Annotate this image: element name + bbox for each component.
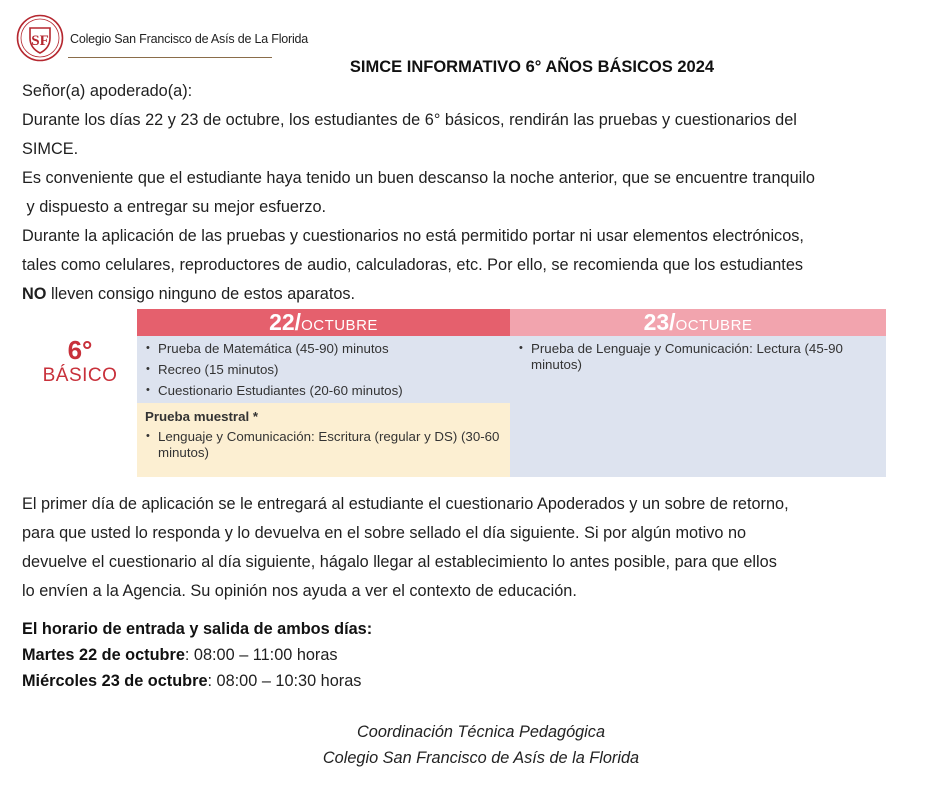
list-item: • Prueba de Lenguaje y Comunicación: Lectura (45-90 minutos): [518, 341, 878, 372]
day-1-header: [137, 309, 510, 336]
grade-label: [40, 335, 120, 387]
grade-number: 6°: [67, 335, 93, 365]
hours-day-2-time: : 08:00 – 10:30 horas: [207, 672, 362, 690]
hours-day-1-time: : 08:00 – 11:00 horas: [184, 646, 338, 664]
day-2-date: 23/: [643, 309, 676, 335]
no-emphasis: NO: [22, 285, 47, 303]
greeting: Señor(a) apoderado(a):: [22, 82, 193, 100]
hours-heading: El horario de entrada y salida de ambos días:: [22, 620, 373, 638]
day-1-date: 22/: [269, 309, 302, 335]
outro-line-2: para que usted lo responda y lo devuelva en el sobre sellado el día siguiente. Si por algún motivo no: [22, 524, 747, 542]
day-2-column: [510, 309, 886, 477]
sample-test-panel: [137, 403, 510, 477]
day-2-month: OCTUBRE: [675, 317, 753, 334]
signature-line-2: Colegio San Francisco de Asís de la Florida: [322, 749, 640, 767]
day-2-header: [510, 309, 886, 336]
day-2-activities: [510, 336, 886, 477]
outro-line-3: devuelve el cuestionario al día siguiente, hágalo llegar al establecimiento lo antes posible, para que ellos: [22, 553, 777, 571]
signature: [0, 719, 940, 771]
hours-day-1-label: Martes 22 de octubre: [22, 646, 185, 664]
outro-line-4: lo envíen a la Agencia. Su opinión nos ayuda a ver el contexto de educación.: [22, 582, 577, 600]
day-1-activities: [137, 336, 510, 403]
svg-text:SF: SF: [31, 33, 49, 49]
hours-section: [22, 616, 372, 694]
intro-paragraph-1-line-2: SIMCE.: [22, 140, 79, 158]
list-item: • Recreo (15 minutos): [145, 362, 502, 378]
intro-paragraph-3-line-3-text: lleven consigo ninguno de estos aparatos.: [46, 285, 356, 303]
list-item: • Cuestionario Estudiantes (20-60 minutos): [145, 383, 502, 399]
day-1-month: OCTUBRE: [301, 317, 378, 334]
intro-section: [22, 77, 912, 309]
intro-paragraph-3-line-2: tales como celulares, reproductores de audio, calculadoras, etc. Por ello, se recomienda que los estudiantes: [22, 256, 804, 274]
intro-paragraph-2-line-2: y dispuesto a entregar su mejor esfuerzo.: [22, 198, 327, 216]
intro-paragraph-1-line-1: Durante los días 22 y 23 de octubre, los estudiantes de 6° básicos, rendirán las pruebas y cuestionarios del: [22, 111, 797, 129]
intro-paragraph-3-line-1: Durante la aplicación de las pruebas y cuestionarios no está permitido portar ni usar elementos electrónicos,: [22, 227, 804, 245]
page-title: SIMCE INFORMATIVO 6° AÑOS BÁSICOS 2024: [349, 58, 715, 76]
hours-day-2-label: Miércoles 23 de octubre: [22, 672, 208, 690]
outro-section: [22, 490, 912, 606]
list-item: • Prueba de Matemática (45-90) minutos: [145, 341, 502, 357]
intro-paragraph-2-line-1: Es conveniente que el estudiante haya tenido un buen descanso la noche anterior, que se encuentre tranquilo: [22, 169, 815, 187]
outro-line-1: El primer día de aplicación se le entregará al estudiante el cuestionario Apoderados y un sobre de retorno,: [22, 495, 789, 513]
signature-line-1: Coordinación Técnica Pedagógica: [357, 723, 605, 741]
school-crest-icon: [16, 14, 64, 62]
grade-level: BÁSICO: [42, 365, 118, 386]
school-header: [16, 14, 309, 62]
sample-test-title: Prueba muestral *: [145, 409, 259, 424]
hours-day-1: [22, 642, 372, 668]
hours-day-2: [22, 668, 372, 694]
intro-paragraph-3-line-3: [22, 280, 912, 309]
day-1-column: [137, 309, 510, 477]
school-name: Colegio San Francisco de Asís de La Florida: [70, 32, 309, 46]
list-item: • Lenguaje y Comunicación: Escritura (regular y DS) (30-60 minutos): [145, 429, 502, 460]
schedule-table: [24, 309, 886, 477]
